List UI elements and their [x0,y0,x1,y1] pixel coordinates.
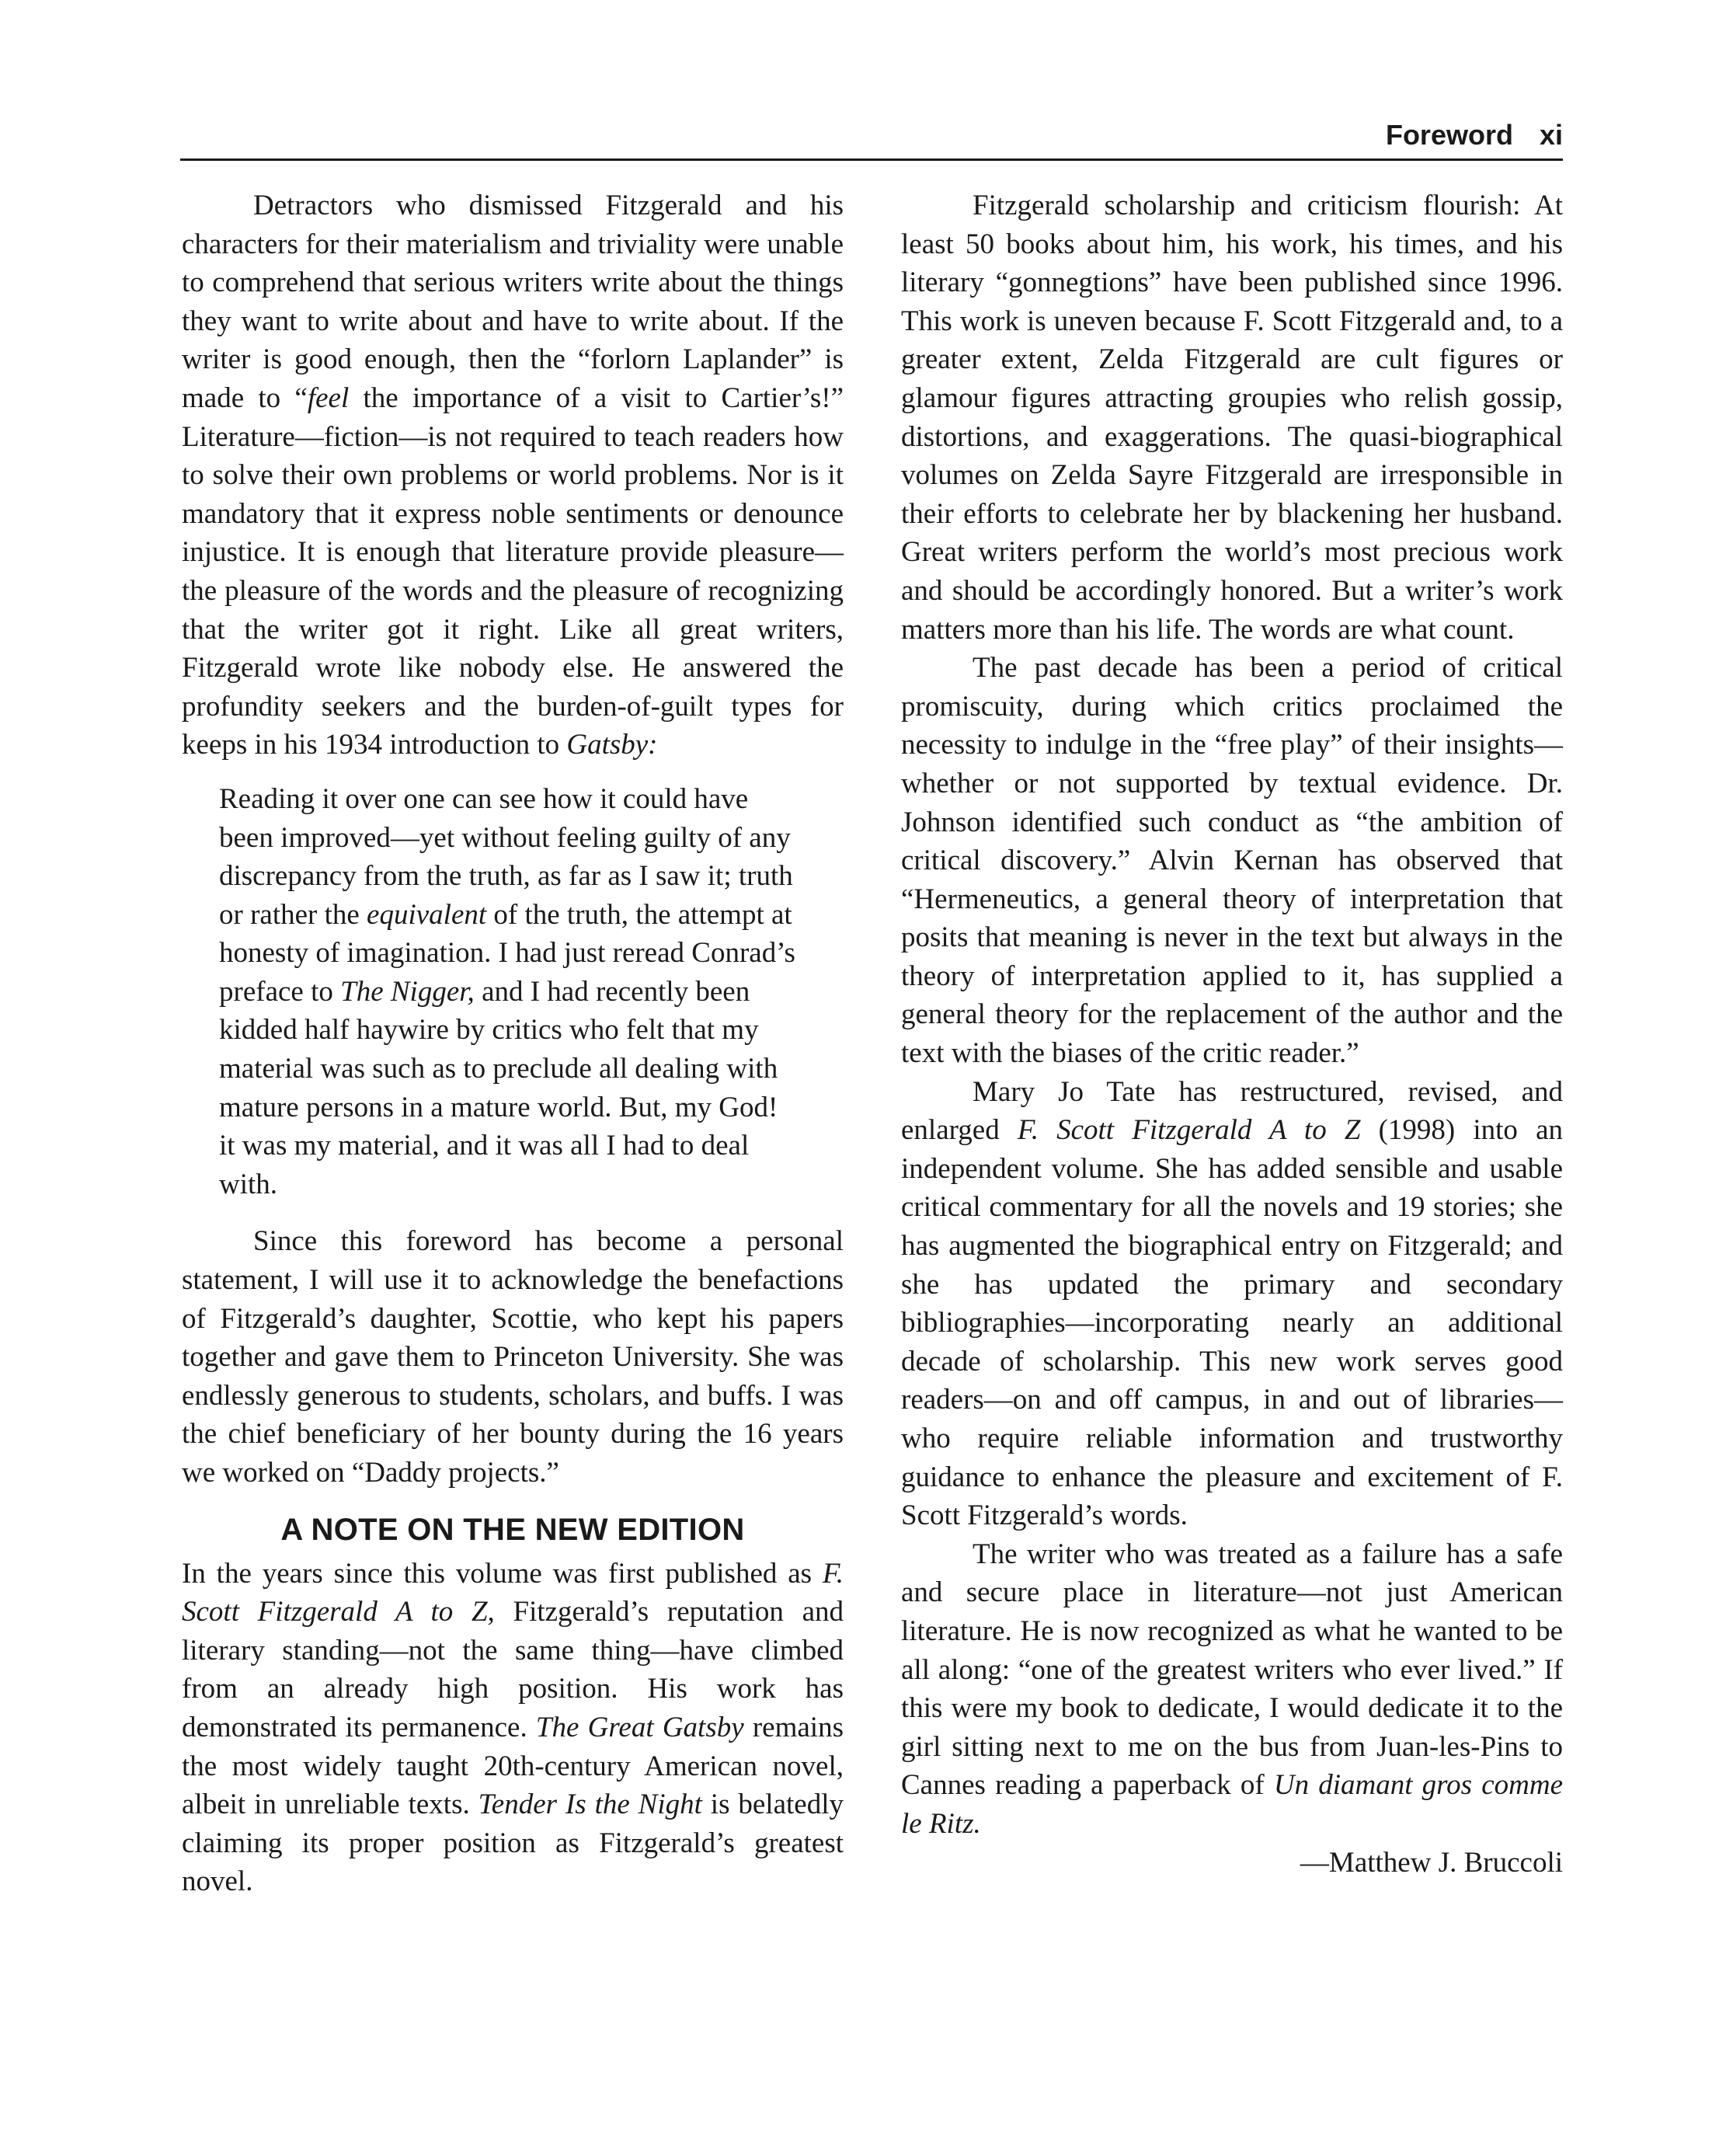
header-rule [180,158,1563,161]
section-title: Foreword [1385,119,1513,151]
italic-book-title: The Nigger, [340,975,475,1008]
italic-book-title: F. Scott Fitzgerald A to Z, [182,1557,844,1628]
running-head [180,115,1563,155]
italic-book-title: F. Scott Fitzgerald A to Z [1017,1114,1361,1147]
left-column [182,186,844,1901]
italic-equivalent: equivalent [367,898,487,931]
block-quote: Reading it over one can see how it could have been improved—yet without feeling guilty of any discrepancy from the truth, as far as I saw it; truth or rather the equivalent of the truth, the attempt at honesty of imagination. I had just reread Conrad’s preface to The Nigger, and I had recently been kidded half haywire by critics who felt that my material was such as to preclude all dealing with mature persons in a mature world. But, my God! it was my material, and it was all I had to deal with. [219,782,795,1200]
italic-feel: feel [307,381,350,414]
page-number: xi [1539,119,1563,151]
italic-book-title: Tender Is the Night [478,1789,702,1821]
section-heading: A NOTE ON THE NEW EDITION [280,1512,745,1547]
paragraph-closing: The writer who was treated as a failure has a safe and secure place in literature—not just American literature. He is now recognized as what he wanted to be all along: “one of the greatest writers who ever lived.” If this were my book to dedicate, I would dedicate it to the girl sitting next to me on the bus from Juan-les-Pins to Cannes reading a paperback of Un diamant gros comme le Ritz. [901,1538,1564,1840]
author-signature: —Matthew J. Bruccoli [1300,1846,1563,1879]
italic-gatsby: Gatsby: [566,729,658,761]
paragraph-mary-jo-tate: Mary Jo Tate has restructured, revised, and enlarged F. Scott Fitzgerald A to Z (1998) into an independent volume. She has added sensible and usable critical commentary for all the novels and 19 stories; she has augmented the biographical entry on Fitzgerald; and she has updated the primary and secondary bibliographies—incorporating nearly an additional decade of scholarship. This new work serves good readers—on and off campus, in and out of libraries—who require reliable information and trustworthy guidance to enhance the pleasure and excitement of F. Scott Fitzgerald’s words. [901,1075,1563,1532]
paragraph-acknowledgment: Since this foreword has become a personal statement, I will use it to acknowledge the benefactions of Fitzgerald’s daughter, Scottie, who kept his papers together and gave them to Princeton University. She was endlessly generous to students, scholars, and buffs. I was the chief beneficiary of her bounty during the 16 years we worked on “Daddy projects.” [182,1225,844,1489]
paragraph-detractors: Detractors who dismissed Fitzgerald and his characters for their materialism and triviality were unable to comprehend that serious writers write about the things they want to write about and have to write about. If the writer is good enough, then the “forlorn Laplander” is made to “feel the importance of a visit to Cartier’s!” Literature—fiction—is not required to teach readers how to solve their own problems or world problems. Nor is it mandatory that it express noble sentiments or denounce injustice. It is enough that literature provide pleasure—the pleasure of the words and the pleasure of recognizing that the writer got it right. Like all great writers, Fitzgerald wrote like nobody else. He answered the profundity seekers and the burden-of-guilt types for keeps in his 1934 introduction to Gatsby: [182,190,844,761]
paragraph-new-edition: In the years since this volume was first published as F. Scott Fitzgerald A to Z, Fitzgerald’s reputation and literary standing—not the same thing—have climbed from an already high position. His work has demonstrated its permanence. The Great Gatsby remains the most widely taught 20th-century American novel, albeit in unreliable texts. Tender Is the Night is belatedly claiming its proper position as Fitzgerald’s greatest novel. [182,1557,844,1898]
italic-book-title: Un diamant gros comme le Ritz. [901,1769,1564,1840]
paragraph-past-decade: The past decade has been a period of critical promiscuity, during which critics proclaimed the necessity to indulge in the “free play” of their insights—whether or not supported by textual evidence. Dr. Johnson identified such conduct as “the ambition of critical discovery.” Alvin Kernan has observed that “Hermeneutics, a general theory of interpretation that posits that meaning is never in the text but always in the theory of interpretation applied to it, has supplied a general theory for the replacement of the author and the text with the biases of the critic reader.” [901,652,1563,1070]
paragraph-scholarship: Fitzgerald scholarship and criticism flourish: At least 50 books about him, his work, his times, and his literary “gonnegtions” have been published since 1996. This work is uneven because F. Scott Fitzgerald and, to a greater extent, Zelda Fitzgerald are cult figures or glamour figures attracting groupies who relish gossip, distortions, and exaggerations. The quasi-biographical volumes on Zelda Sayre Fitzgerald are irresponsible in their efforts to celebrate her by blackening her husband. Great writers perform the world’s most precious work and should be accordingly honored. But a writer’s work matters more than his life. The words are what count. [901,190,1563,646]
italic-book-title: The Great Gatsby [535,1711,744,1743]
right-column [901,186,1563,1882]
